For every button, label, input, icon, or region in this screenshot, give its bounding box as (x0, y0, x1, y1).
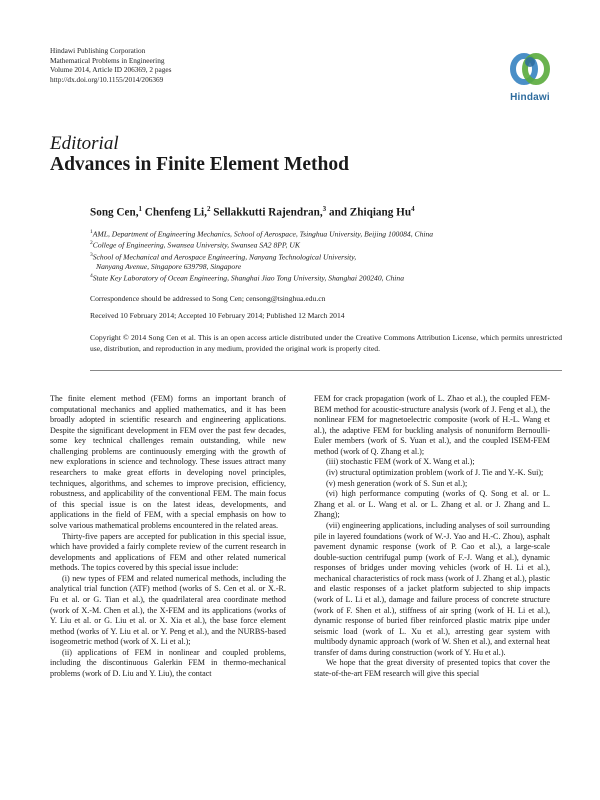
affiliation-marker: 4 (90, 273, 93, 280)
body-paragraph: We hope that the great diversity of presented topics that cover the state-of-the-art FEM research will give this special (314, 658, 550, 679)
article-type: Editorial (50, 133, 119, 154)
author-affil-marker: 3 (322, 205, 327, 213)
author-name: Chenfeng Li, (142, 206, 207, 219)
body-paragraph: (v) mesh generation (work of S. Sun et al.); (326, 478, 468, 488)
article-title: Advances in Finite Element Method (50, 154, 349, 175)
hindawi-logo-text: Hindawi (510, 92, 550, 103)
affiliation-item (90, 251, 560, 262)
author-name: Song Cen, (90, 206, 139, 219)
affiliation-text: School of Mechanical and Aerospace Engineering, Nanyang Technological University, (92, 252, 357, 262)
affiliation-text: AML, Department of Engineering Mechanics, School of Aerospace, Tsinghua University, Beijing 100084, China (92, 229, 434, 239)
body-paragraph: (i) new types of FEM and related numerical methods, including the analytical trial function (ATF) method (works of S. Cen et al. or X.-R. Fu et al. or G. Tian et al.), the quadrilateral area coordinate method (work of X.-M. Chen et al.), the X-FEM and its applications (works of Y. Liu et al. or G. Liu et al. or X. Xia et al.), the base force element method (works of Y. Liu et al. or Y. Peng et al.), and the NURBS-based isogeometric method (work of X. Li et al.); (50, 573, 286, 647)
author-list (90, 205, 415, 219)
affiliation-item (90, 239, 560, 250)
affiliation-item (90, 228, 560, 239)
body-paragraph: (iv) structural optimization problem (work of J. Tie and Y.-K. Sui); (326, 468, 544, 478)
publication-dates: Received 10 February 2014; Accepted 10 February 2014; Published 12 March 2014 (90, 311, 345, 320)
body-paragraph: Thirty-five papers are accepted for publication in this special issue, which have provided a fairly complete review of the current research in developments and applications of FEM and other related numerical methods. The topics covered by this special issue include: (50, 531, 286, 573)
body-paragraph: FEM for crack propagation (work of L. Zhao et al.), the coupled FEM-BEM method for acoustic-structure analysis (work of J. Feng et al.), the nonlinear FEM for magnetoelectric composite (work of H.-L. Wang et al.), the adaptive FEM for buckling analysis of nonuniform Bernoulli-Euler members (work of S. Yuan et al.), and the coupled ISEM-FEM method (work of Q. Zhang et al.); (314, 394, 550, 456)
affiliation-marker: 1 (90, 229, 93, 235)
author-affil-marker: 4 (411, 205, 415, 213)
author-affil-marker: 2 (206, 205, 211, 213)
body-paragraph: The finite element method (FEM) forms an important branch of computational mechanics and applied mathematics, and it has been broadly adopted in scientific research and engineering applications. Despite the significant development in FEM over the past few decades, some key technical challenges remain outstanding, while new challenging problems are continuously emerging with the growth of new explorations in science and technology. These issues attract many researchers to make great efforts in developing novel principles, techniques, algorithms, and schemes to improve precision, efficiency, robustness, and applicability of the conventional FEM. The main focus of this special issue is on the latest ideas, developments, and applications in the field of FEM, with a special emphasis on how to solve various mathematical problems encountered in the related areas. (50, 394, 286, 530)
affiliation-text: State Key Laboratory of Ocean Engineering, Shanghai Jiao Tong University, Shanghai 200240, China (92, 273, 405, 283)
header-line-doi[interactable]: http://dx.doi.org/10.1155/2014/206369 (50, 74, 164, 84)
body-right-column (314, 394, 550, 680)
author-affil-marker: 1 (138, 205, 142, 213)
affiliation-text: College of Engineering, Swansea University, Swansea SA2 8PP, UK (92, 240, 300, 250)
correspondence-line: Correspondence should be addressed to Song Cen; censong@tsinghua.edu.cn (90, 294, 326, 303)
header-line-volume: Volume 2014, Article ID 206369, 2 pages (50, 65, 172, 75)
body-left-column (50, 394, 286, 680)
affiliation-item (90, 272, 560, 283)
author-name: and Zhiqiang Hu (326, 206, 412, 219)
header-line-publisher: Hindawi Publishing Corporation (50, 46, 146, 55)
body-paragraph: (vi) high performance computing (works of Q. Song et al. or L. Zhang et al. or L. Wang et al. or L. Zhang et al. or J. Zhang and L. Zhang); (314, 489, 550, 520)
author-name: Sellakkutti Rajendran, (210, 206, 323, 219)
copyright-notice: Copyright © 2014 Song Cen et al. This is an open access article distributed under the Creative Commons Attribution License, which permits unrestricted use, distribution, and reproduction in any medium, provided the original work is properly cited. (90, 333, 562, 353)
body-paragraph: (iii) stochastic FEM (work of X. Wang et al.); (326, 457, 475, 467)
section-divider (90, 370, 562, 371)
affiliation-list (90, 228, 560, 284)
header-line-journal: Mathematical Problems in Engineering (50, 55, 165, 65)
journal-header (50, 46, 171, 84)
affiliation-marker: 3 (90, 251, 93, 258)
affiliation-continuation: Nanyang Avenue, Singapore 639798, Singapore (96, 262, 242, 272)
body-paragraph: (vii) engineering applications, including analyses of soil surrounding pile in layered foundations (work of W.-J. Yao and H.-C. Zhou), asphalt pavement dynamic response (work of P. Cao et al.), a large-scale double-suction centrifugal pump (work of F.-J. Wang et al.), dynamic responses of bridges under moving vehicles (work of H. Li et al.), mechanical characteristics of rock mass (work of J. Zhang et al.), plastic and elastic responses of a jacket platform subjected to ship impacts (work of L. Li et al.), damage and failure process of concrete structure (work of F. Shen et al.), stiffness of air spring (work of H. Li et al.), dynamic response of buried fiber reinforced plastic matrix pipe under seismic load (work of L. Xu et al.), arresting gear system with multibody dynamic approach (work of W. Shen et al.), and external heat transfer of dams during construction (work of Y. Hu et al.). (314, 520, 550, 657)
body-paragraph: (ii) applications of FEM in nonlinear and coupled problems, including the discontinuous Galerkin FEM in thermo-mechanical problems (work of D. Liu and Y. Liu), the contact (50, 647, 286, 679)
affiliation-marker: 2 (90, 240, 93, 247)
